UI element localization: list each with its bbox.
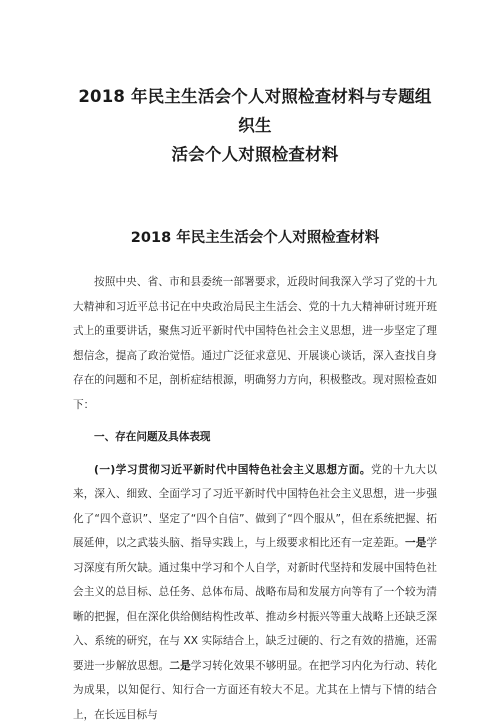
heading-problems: 一、存在问题及具体表现 bbox=[73, 425, 437, 450]
paragraph-study-text: 党的十九大以来，深入、细致、全面学习了习近平新时代中国特色社会主义思想，进一步强化了“四个意识”、坚定了“四个自信”、做到了“四个服从”，但在系统把握、拓展延伸，以之武装头脑、指导实践上，与上级要求相比还有一定差距。 bbox=[73, 464, 437, 550]
point-2-label: 二是 bbox=[169, 660, 190, 672]
point-2-text: 学习转化效果不够明显。在把学习内化为行动、转化为成果，以知促行、知行合一方面还有较大不足。尤其在上情与下情的结合上，在长远目标与 bbox=[73, 660, 437, 721]
point-1-label: 一是 bbox=[405, 537, 426, 549]
document-title-line-1: 2018 年民主生活会个人对照检查材料与专题组织生 bbox=[78, 87, 431, 135]
point-1-text: 学习深度有所欠缺。通过集中学习和个人自学，对新时代坚持和发展中国特色社会主义的总目标、总任务、总体布局、战略布局和发展方向等有了一个较为清晰的把握，但在深化供给侧结构性改革、推动乡村振兴等重大战略上还缺乏深入、系统的研究，在与 XX 实际结合上，缺乏过硬的、行之有效的措施，还需要进一步解放思想。 bbox=[73, 537, 437, 672]
document-title-line-2: 活会个人对照检查材料 bbox=[172, 145, 339, 164]
intro-paragraph: 按照中央、省、市和县委统一部署要求，近段时间我深入学习了党的十九大精神和习近平总书记在中央政治局民主生活会、党的十九大精神研讨班开班式上的重要讲话，聚焦习近平新时代中国特色社会主义思想，进一步坚定了理想信念，提高了政治觉悟。通过广泛征求意见、开展谈心谈话，深入查找自身存在的问题和不足，剖析症结根源，明确努力方向，积极整改。现对照检查如下： bbox=[73, 270, 437, 417]
document-title bbox=[73, 82, 437, 169]
section-title: 2018 年民主生活会个人对照检查材料 bbox=[73, 228, 437, 248]
paragraph-study bbox=[73, 458, 437, 727]
sub-heading-study: (一)学习贯彻习近平新时代中国特色社会主义思想方面。 bbox=[94, 464, 371, 476]
